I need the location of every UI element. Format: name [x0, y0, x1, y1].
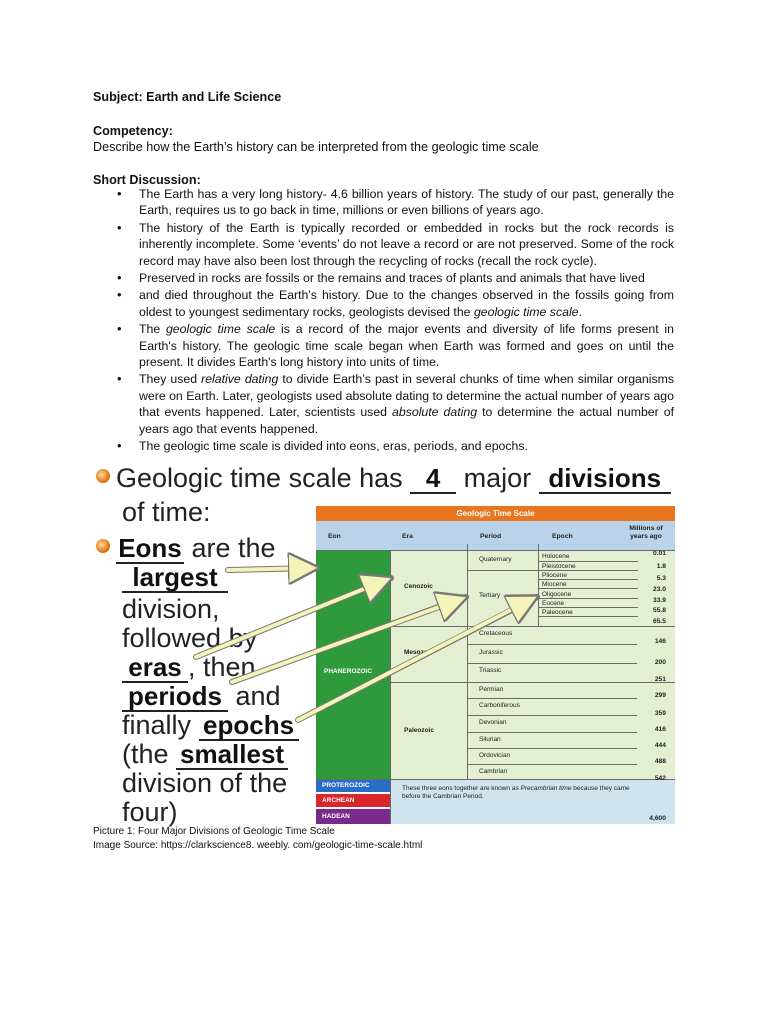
mya-value: 5.3	[656, 575, 666, 582]
mya-value: 65.5	[652, 618, 666, 625]
mya-value: 146	[654, 638, 666, 645]
epoch-pleistocene: Pleistocene	[542, 563, 576, 570]
figure-line-eons: Eons are the	[96, 533, 276, 564]
mya-value: 55.8	[652, 607, 666, 614]
bullet-item: • Preserved in rocks are fossils or the remains and traces of plants and animals that have lived	[117, 270, 674, 286]
bullet-item: • The Earth has a very long history- 4.6 billion years of history. The study of our past, generally the Earth, requires us to go back in time, millions or even billions of years ago.	[117, 186, 674, 219]
arrow-icon	[196, 568, 532, 720]
figure-line-followed: followed by	[122, 623, 258, 653]
header-mya: Millions of years ago	[629, 525, 663, 540]
figure-line-smallest: (the smallest	[122, 739, 288, 770]
blank-periods: periods	[122, 682, 228, 712]
period-permian: Permian	[479, 686, 504, 693]
header-epoch: Epoch	[552, 533, 573, 540]
mya-value: 33.9	[652, 597, 666, 604]
blank-divisions: divisions	[539, 464, 671, 494]
precambrian-note: These three eons together are known as Precambrian time because they came before the Cambrian Period.	[402, 785, 630, 800]
period-silurian: Silurian	[479, 736, 501, 743]
header-period: Period	[480, 533, 502, 540]
figure-line-2: of time:	[122, 497, 211, 527]
epoch-oligocene: Oligocene	[542, 591, 572, 598]
epoch-paleocene: Paleocene	[542, 609, 573, 616]
period-carboniferous: Carboniferous	[479, 702, 520, 709]
blank-epochs: epochs	[199, 711, 299, 741]
mya-value: 200	[654, 659, 666, 666]
figure-caption: Picture 1: Four Major Divisions of Geologic Time Scale	[93, 826, 335, 837]
mya-value: 299	[654, 692, 666, 699]
era-cenozoic: Cenozoic	[404, 583, 433, 590]
table-title: Geologic Time Scale	[316, 506, 675, 521]
blank-smallest: smallest	[176, 740, 288, 770]
figure-source: Image Source: https://clarkscience8. weebly. com/geologic-time-scale.html	[93, 840, 423, 851]
mya-value: 23.0	[652, 586, 666, 593]
bullet-item: • The geologic time scale is divided into eons, eras, periods, and epochs.	[117, 438, 674, 454]
period-jurassic: Jurassic	[479, 649, 503, 656]
figure-line-eras: eras , then	[122, 652, 256, 683]
epoch-eocene: Eocene	[542, 600, 565, 607]
blank-four: 4	[410, 464, 456, 494]
blank-largest: largest	[122, 563, 228, 593]
period-devonian: Devonian	[479, 719, 507, 726]
mya-value: 542	[654, 775, 666, 782]
mya-value: 444	[654, 742, 666, 749]
mya-value: 4,600	[649, 815, 666, 822]
era-paleozoic: Paleozoic	[404, 727, 434, 734]
era-mesozoic: Mesozoic	[404, 649, 434, 656]
mya-value: 416	[654, 726, 666, 733]
mya-value: 1.8	[656, 563, 666, 570]
bullet-item: • The geologic time scale is a record of the major events and diversity of life forms present in Earth's history. The geologic time scale began when Earth was formed and goes on until the present. It divides Earth's long history into units of time.	[117, 321, 674, 370]
bullet-item: • The history of the Earth is typically recorded or embedded in rocks but the rock records is inherently incomplete. Some ‘events’ do not leave a record or are not preserved. Some of the rock record may have also been lost through the recycling of rocks (recall the rock cycle).	[117, 220, 674, 269]
epoch-miocene: Miocene	[542, 581, 567, 588]
figure-line-epochs: finally epochs	[122, 710, 299, 741]
epoch-pliocene: Pliocene	[542, 572, 567, 579]
header-era: Era	[402, 533, 413, 540]
period-cambrian: Cambrian	[479, 768, 508, 775]
blank-eons: Eons	[116, 534, 184, 564]
competency-text: Describe how the Earth’s history can be interpreted from the geologic time scale	[93, 140, 539, 154]
period-ordovician: Ordovician	[479, 752, 511, 759]
period-triassic: Triassic	[479, 667, 502, 674]
period-tertiary: Tertiary	[479, 592, 501, 599]
figure-line-division-of: division of the	[122, 768, 288, 798]
mya-value: 0.01	[652, 550, 666, 557]
eon-proterozoic: PROTEROZOIC	[316, 779, 390, 792]
bullet-item: • and died throughout the Earth's history. Due to the changes observed in the fossils going from oldest to youngest sedimentary rocks, geologists devised the geologic time scale.	[117, 287, 674, 320]
competency-label: Competency:	[93, 124, 173, 138]
figure-line-periods: periods and	[122, 681, 281, 712]
figure-line-1: Geologic time scale has 4 major divisions	[96, 463, 671, 494]
eon-archean: ARCHEAN	[316, 794, 390, 807]
period-cretaceous: Cretaceous	[479, 630, 513, 637]
bullet-item: • They used relative dating to divide Earth’s past in several chunks of time when similar organisms were on Earth. Later, geologists used absolute dating to determine the actual number of years ago that events happened. Later, scientists used absolute dating to determine the actual number of years ago that events happened.	[117, 371, 674, 437]
figure-line-four: four)	[122, 797, 178, 827]
eon-hadean: HADEAN	[316, 809, 390, 824]
blank-eras: eras	[122, 653, 188, 683]
mya-value: 251	[654, 676, 666, 683]
header-eon: Eon	[328, 533, 341, 540]
figure-line-division: division,	[122, 594, 220, 624]
short-discussion-label: Short Discussion:	[93, 173, 201, 187]
subject-line: Subject: Earth and Life Science	[93, 90, 282, 104]
mya-value: 359	[654, 710, 666, 717]
period-quaternary: Quaternary	[479, 556, 512, 563]
mya-value: 488	[654, 758, 666, 765]
eon-label-phanerozoic: PHANEROZOIC	[324, 668, 373, 675]
epoch-holocene: Holocene	[542, 553, 570, 560]
